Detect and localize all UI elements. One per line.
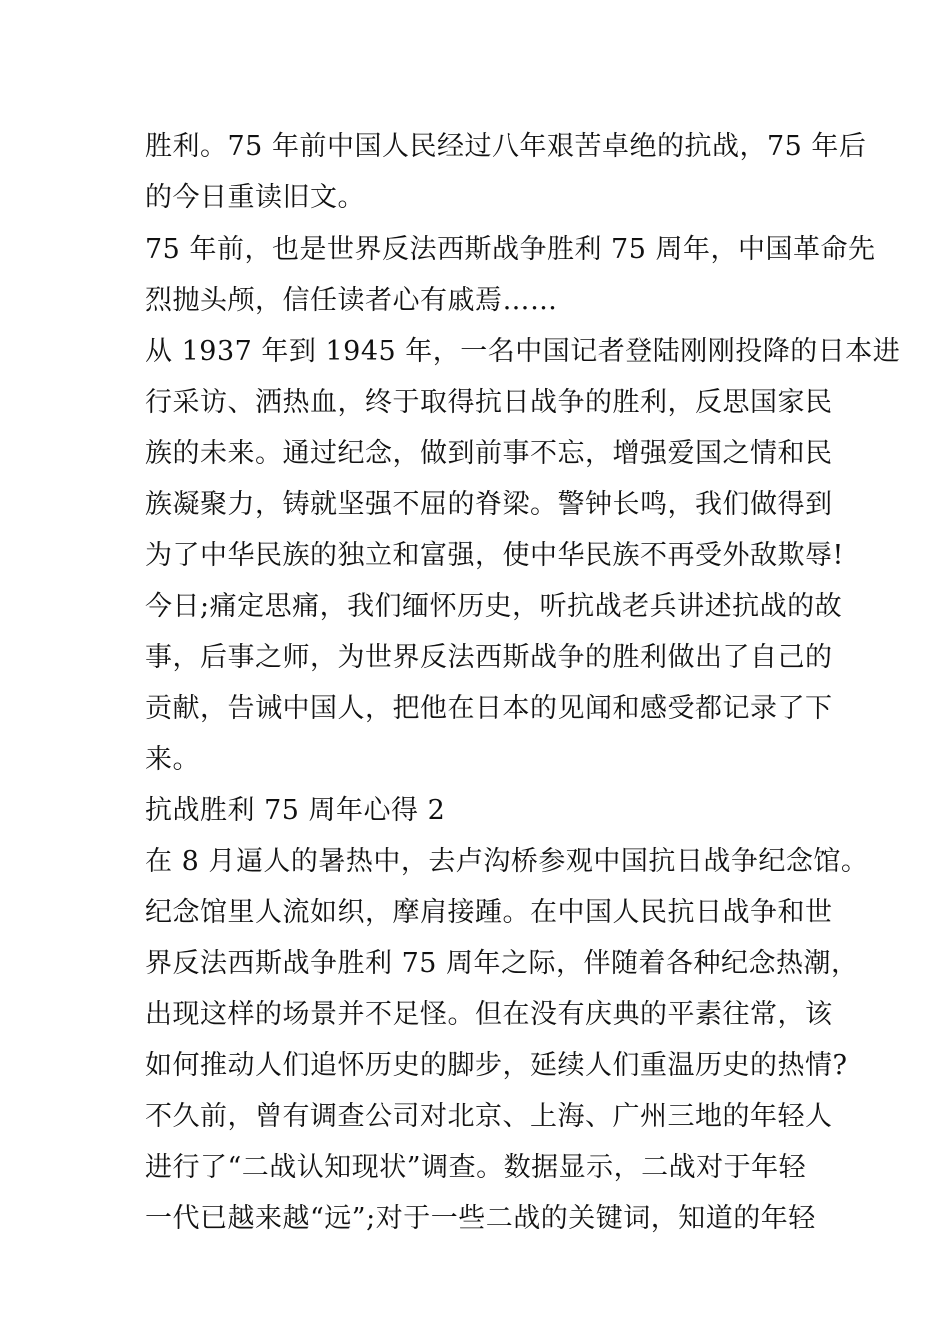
text-line: 在 8 月逼人的暑热中，去卢沟桥参观中国抗日战争纪念馆。	[145, 846, 869, 877]
text-line: 的今日重读旧文。	[145, 182, 365, 213]
text-line: 从 1937 年到 1945 年，一名中国记者登陆刚刚投降的日本进	[145, 336, 901, 367]
text-line: 75 年前，也是世界反法西斯战争胜利 75 周年，中国革命先	[145, 234, 876, 265]
text-line: 不久前，曾有调查公司对北京、上海、广州三地的年轻人	[145, 1101, 833, 1132]
text-line: 族的未来。通过纪念，做到前事不忘，增强爱国之情和民	[145, 438, 833, 469]
text-line: 行采访、洒热血，终于取得抗日战争的胜利，反思国家民	[145, 387, 833, 418]
text-line: 界反法西斯战争胜利 75 周年之际，伴随着各种纪念热潮，	[145, 948, 859, 979]
text-line: 来。	[145, 744, 200, 775]
text-line: 为了中华民族的独立和富强，使中华民族不再受外敌欺辱!	[145, 540, 844, 571]
text-line: 事，后事之师，为世界反法西斯战争的胜利做出了自己的	[145, 642, 833, 673]
section-heading: 抗战胜利 75 周年心得 2	[145, 795, 446, 826]
text-line: 烈抛头颅，信任读者心有戚焉……	[145, 285, 558, 316]
text-line: 贡献，告诫中国人，把他在日本的见闻和感受都记录了下	[145, 693, 833, 724]
text-line: 如何推动人们追怀历史的脚步，延续人们重温历史的热情?	[145, 1050, 848, 1081]
text-line: 进行了“二战认知现状”调查。数据显示，二战对于年轻	[145, 1152, 807, 1183]
text-line: 纪念馆里人流如织，摩肩接踵。在中国人民抗日战争和世	[145, 897, 833, 928]
text-line: 胜利。75 年前中国人民经过八年艰苦卓绝的抗战，75 年后	[145, 131, 867, 162]
text-line: 出现这样的场景并不足怪。但在没有庆典的平素往常，该	[145, 999, 833, 1030]
text-line: 一代已越来越“远”;对于一些二战的关键词，知道的年轻	[145, 1203, 816, 1234]
text-line: 今日;痛定思痛，我们缅怀历史，听抗战老兵讲述抗战的故	[145, 591, 843, 622]
text-line: 族凝聚力，铸就坚强不屈的脊梁。警钟长鸣，我们做得到	[145, 489, 833, 520]
